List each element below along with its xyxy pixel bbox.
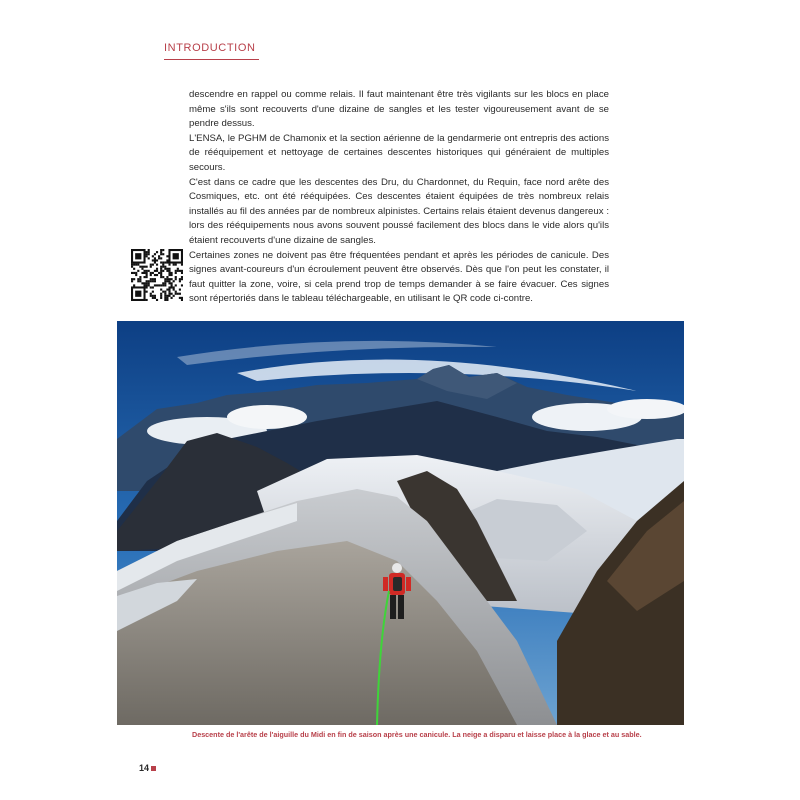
folio-marker (151, 766, 156, 771)
body-text (189, 88, 609, 307)
page-folio (139, 763, 156, 773)
photo-caption: Descente de l'arête de l'aiguille du Midi en fin de saison après une canicule. La neige a disparu et laisse place à la glace et au sable. (192, 730, 642, 739)
mountain-ridge-illustration (117, 321, 684, 725)
section-header (164, 38, 259, 60)
qr-code-graphic (131, 249, 183, 301)
paragraph-3: C'est dans ce cadre que les descentes des Dru, du Chardonnet, du Requin, face nord arête des Cosmiques, etc. ont été rééquipées. Ces descentes étaient équipées de très nombreux relais installés au fil des années par de nombreux alpinistes. Certains relais étaient devenus dangereux : lors des rééquipements nous avons souvent poussé facilement des blocs dans le vide alors qu'ils étaient recouverts d'une dizaine de sangles. (189, 176, 609, 246)
paragraph-2: L'ENSA, le PGHM de Chamonix et la section aérienne de la gendarmerie ont entrepris des actions de rééquipement et nettoyage de certaines descentes historiques qui généraient de multiples secours. (189, 132, 609, 173)
paragraph-1: descendre en rappel ou comme relais. Il faut maintenant être très vigilants sur les blocs en place même s'ils sont recouverts d'une dizaine de sangles et les tester vigoureusement avant de se pendre dessus. (189, 89, 609, 130)
qr-code[interactable] (131, 249, 183, 301)
paragraph-4: Certaines zones ne doivent pas être fréquentées pendant et après les périodes de canicule. Des signes avant-coureurs d'un écroulement peuvent être observés. Dès que l'on peut les constater, il faut quitter la zone, voire, si cela prend trop de temps demander à se faire évacuer. Ces signes sont répertoriés dans le tableau téléchargeable, en utilisant le QR code ci-contre. (189, 249, 609, 305)
page-number: 14 (139, 763, 150, 773)
section-title: INTRODUCTION (164, 42, 256, 54)
mountain-photo (117, 321, 684, 725)
